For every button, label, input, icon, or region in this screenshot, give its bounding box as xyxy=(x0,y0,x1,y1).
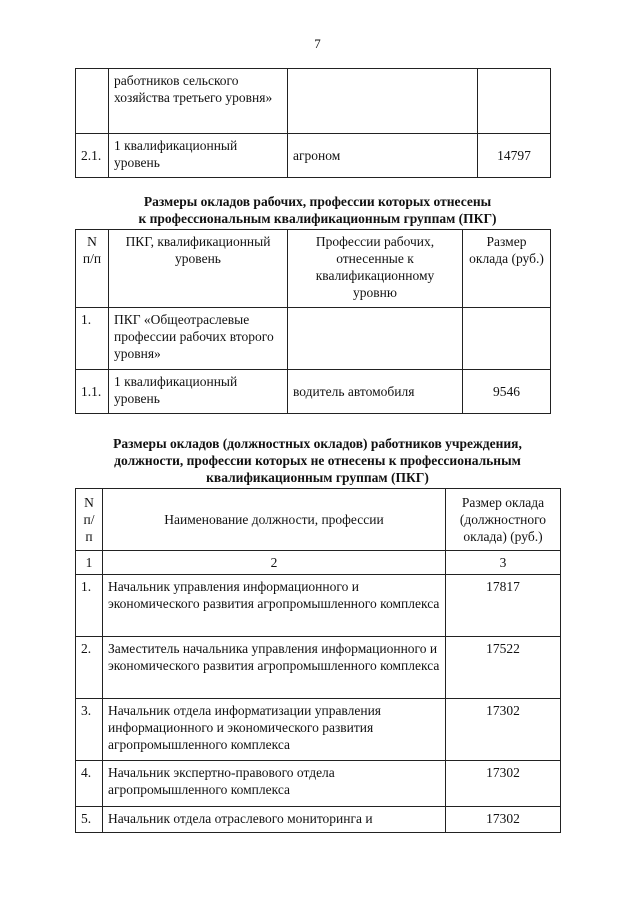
staff-salary-table xyxy=(75,488,561,833)
section-title-line: квалификационным группам (ПКГ) xyxy=(206,469,429,485)
section-title-line: должности, профессии которых не отнесены к профессиональным xyxy=(114,452,521,468)
row-number: 5. xyxy=(76,807,103,833)
header-salary: Размер оклада (должностного оклада) (руб.) xyxy=(446,489,561,551)
header-salary: Размер оклада (руб.) xyxy=(463,230,551,308)
qualification-level: 1 квалификационный уровень xyxy=(109,134,288,178)
header-row xyxy=(76,230,551,308)
continuation-table xyxy=(75,68,551,178)
column-index: 1 xyxy=(76,551,103,575)
salary-value: 17302 xyxy=(446,761,561,807)
row-number: 2. xyxy=(76,637,103,699)
salary-value: 17302 xyxy=(446,807,561,833)
header-name: Наименование должности, профессии xyxy=(103,489,446,551)
row-number: 2.1. xyxy=(76,134,109,178)
table-row xyxy=(76,575,561,637)
row-number: 1. xyxy=(76,308,109,370)
header-row xyxy=(76,489,561,551)
position-name: Начальник экспертно-правового отдела агропромышленного комплекса xyxy=(103,761,446,807)
table-row xyxy=(76,370,551,414)
header-num: N п/п xyxy=(76,489,103,551)
table-row xyxy=(76,807,561,833)
table-row xyxy=(76,134,551,178)
group-name: 1 квалификационный уровень xyxy=(109,370,288,414)
table-row xyxy=(76,308,551,370)
position-name: Заместитель начальника управления информационного и экономического развития агропромышленного комплекса xyxy=(103,637,446,699)
salary-value: 9546 xyxy=(463,370,551,414)
position-name xyxy=(288,69,478,134)
profession-name: водитель автомобиля xyxy=(288,370,463,414)
column-index: 2 xyxy=(103,551,446,575)
section-title xyxy=(0,194,635,228)
table-row xyxy=(76,699,561,761)
table-row xyxy=(76,761,561,807)
header-group: ПКГ, квалификационный уровень xyxy=(109,230,288,308)
section-title-line: Размеры окладов рабочих, профессии которых отнесены xyxy=(143,194,492,209)
salary-value: 17522 xyxy=(446,637,561,699)
row-number xyxy=(76,69,109,134)
row-number: 3. xyxy=(76,699,103,761)
row-number: 4. xyxy=(76,761,103,807)
salary-value: 14797 xyxy=(478,134,551,178)
salary-value: 17817 xyxy=(446,575,561,637)
position-name: Начальник управления информационного и экономического развития агропромышленного комплекса xyxy=(103,575,446,637)
table-row xyxy=(76,69,551,134)
salary-value xyxy=(463,308,551,370)
salary-value: 17302 xyxy=(446,699,561,761)
group-name: ПКГ «Общеотраслевые профессии рабочих второго уровня» xyxy=(109,308,288,370)
qualification-level: работников сельского хозяйства третьего уровня» xyxy=(109,69,288,134)
position-name: Начальник отдела информатизации управления информационного и экономического развития агропромышленного комплекса xyxy=(103,699,446,761)
header-num: N п/п xyxy=(76,230,109,308)
position-name: агроном xyxy=(288,134,478,178)
section-title-line: Размеры окладов (должностных окладов) работников учреждения, xyxy=(113,436,522,451)
page-number: 7 xyxy=(314,36,321,51)
section-title-line: к профессиональным квалификационным группам (ПКГ) xyxy=(138,210,497,226)
column-index: 3 xyxy=(446,551,561,575)
table-row xyxy=(76,637,561,699)
profession-name xyxy=(288,308,463,370)
column-index-row xyxy=(76,551,561,575)
salary-value xyxy=(478,69,551,134)
row-number: 1. xyxy=(76,575,103,637)
section-title xyxy=(0,436,635,487)
header-professions: Профессии рабочих, отнесенные к квалификационному уровню xyxy=(288,230,463,308)
row-number: 1.1. xyxy=(76,370,109,414)
position-name: Начальник отдела отраслевого мониторинга и xyxy=(103,807,446,833)
workers-salary-table xyxy=(75,229,551,414)
